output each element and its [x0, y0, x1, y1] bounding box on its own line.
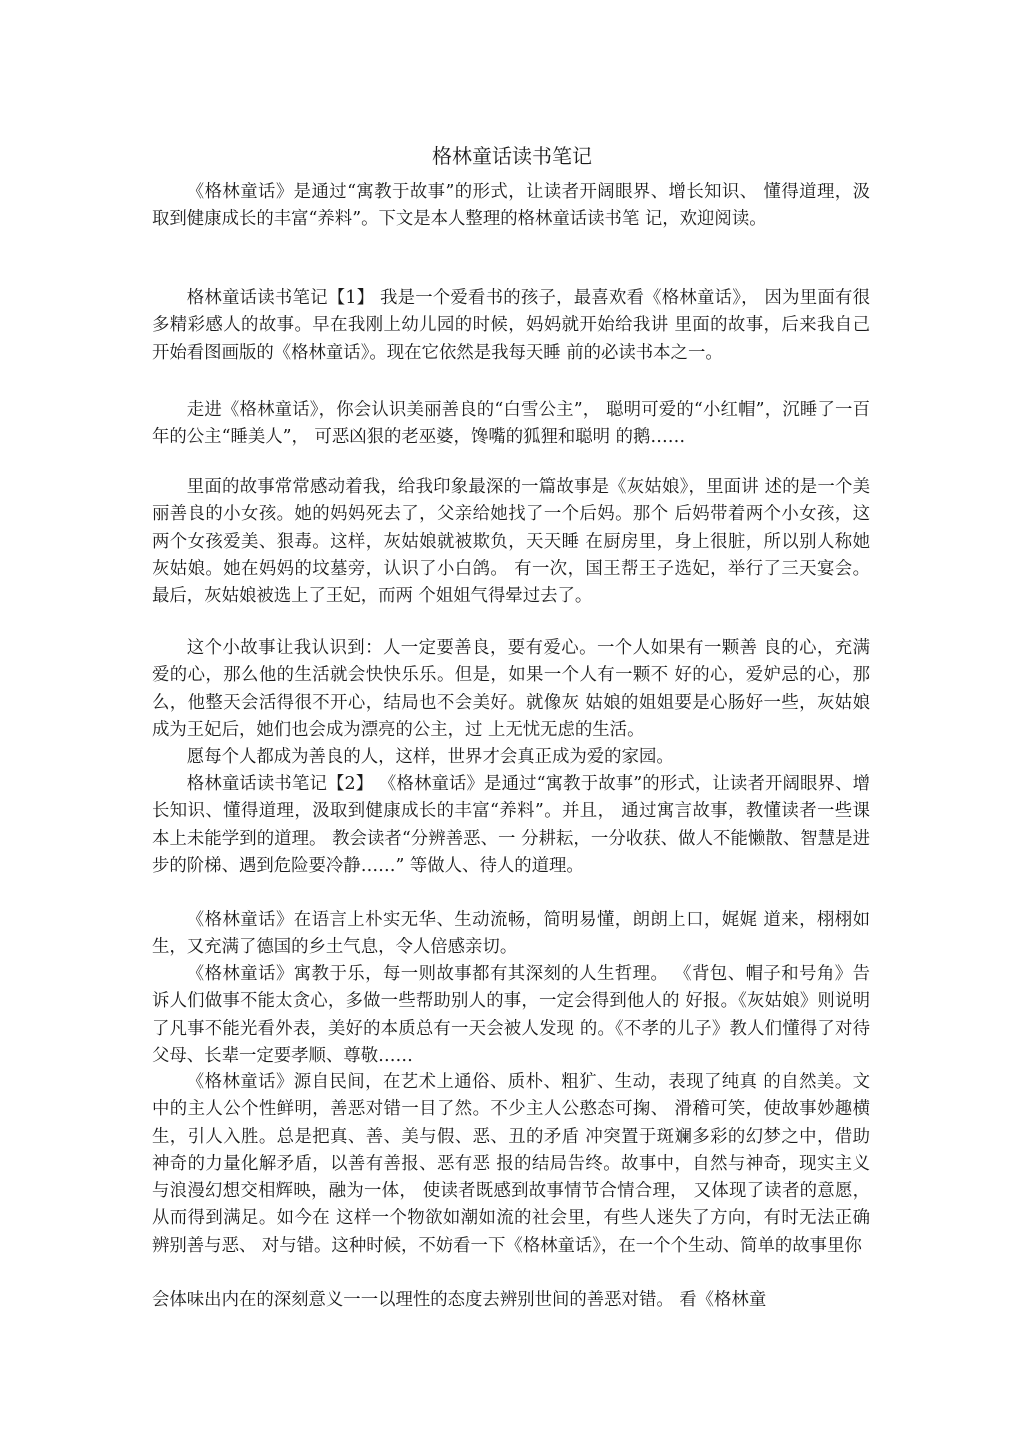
- paragraph-folk-origin: 《格林童话》源自民间，在艺术上通俗、质朴、粗犷、生动，表现了纯真 的自然美。文中的主人公个性鲜明，善恶对错一目了然。不少主人公憨态可掬、 滑稽可笑，使故事妙趣横生，引人入胜。总是把真、善、美与假、恶、丑的矛盾 冲突置于斑斓多彩的幻梦之中，借助神奇的力量化解矛盾，以善有善报、恶有恶 报的结局告终。故事中，自然与神奇，现实主义与浪漫幻想交相辉映，融为一体， 使读者既感到故事情节合情合理， 又体现了读者的意愿，从而得到满足。如今在 这样一个物欲如潮如流的社会里，有些人迷失了方向，有时无法正确辨别善与恶、 对与错。这种时候，不妨看一下《格林童话》，在一个个生动、简单的故事里你: [152, 1072, 870, 1256]
- paragraph-characters: 走进《格林童话》，你会认识美丽善良的“白雪公主”， 聪明可爱的“小红帽”，沉睡了一百年的公主“睡美人”， 可恶凶狠的老巫婆，馋嘴的狐狸和聪明 的鹅……: [152, 400, 870, 448]
- paragraph-philosophy: 《格林童话》寓教于乐，每一则故事都有其深刻的人生哲理。 《背包、帽子和号角》告诉人们做事不能太贪心，多做一些帮助别人的事，一定会得到他人的 好报。《灰姑娘》则说明了凡事不能光看外表，美好的本质总有一天会被人发现 的。《不孝的儿子》教人们懂得了对待父母、长辈一定要孝顺、尊敬……: [152, 964, 870, 1066]
- paragraph-lesson: 这个小故事让我认识到：人一定要善良，要有爱心。一个人如果有一颗善 良的心，充满爱的心，那么他的生活就会快快乐乐。但是，如果一个人有一颗不 好的心，爱妒忌的心，那么，他整天会活得很不开心，结局也不会美好。就像灰 姑娘的姐姐要是心肠好一些，灰姑娘成为王妃后，她们也会成为漂亮的公主，过 上无忧无虑的生活。: [152, 638, 870, 740]
- paragraph-cinderella-story: 里面的故事常常感动着我，给我印象最深的一篇故事是《灰姑娘》，里面讲 述的是一个美丽善良的小女孩。她的妈妈死去了，父亲给她找了一个后妈。那个 后妈带着两个小女孩，这两个女孩爱美、狠毒。这样，灰姑娘就被欺负，天天睡 在厨房里，身上很脏，所以别人称她灰姑娘。她在妈妈的坟墓旁，认识了小白鸽。 有一次，国王帮王子选妃，举行了三天宴会。最后，灰姑娘被选上了王妃，而两 个姐姐气得晕过去了。: [152, 477, 870, 607]
- paragraph-final-line: 会体味出内在的深刻意义一一以理性的态度去辨别世间的善恶对错。 看《格林童: [152, 1290, 767, 1310]
- document-title: 格林童话读书笔记: [432, 144, 592, 168]
- paragraph-note-1-start: 格林童话读书笔记【1】 我是一个爱看书的孩子，最喜欢看《格林童话》， 因为里面有很多精彩感人的故事。早在我刚上幼儿园的时候，妈妈就开始给我讲 里面的故事，后来我自己开始看图画版的《格林童话》。现在它依然是我每天睡 前的必读书本之一。: [152, 288, 870, 363]
- paragraph-note-2-start: 格林童话读书笔记【2】 《格林童话》是通过“寓教于故事”的形式，让读者开阔眼界、增长知识、懂得道理，汲取到健康成长的丰富“养料”。并且， 通过寓言故事，教懂读者一些课本上未能学到的道理。 教会读者“分辨善恶、一 分耕耘，一分收获、做人不能懒散、智慧是进步的阶梯、遇到危险要冷静……” 等做人、待人的道理。: [152, 774, 870, 876]
- paragraph-intro: 《格林童话》是通过“寓教于故事”的形式，让读者开阔眼界、增长知识、 懂得道理，汲取到健康成长的丰富“养料”。下文是本人整理的格林童话读书笔 记，欢迎阅读。: [152, 182, 870, 230]
- paragraph-language: 《格林童话》在语言上朴实无华、生动流畅，简明易懂，朗朗上口，娓娓 道来，栩栩如生，又充满了德国的乡土气息，令人倍感亲切。: [152, 910, 870, 958]
- paragraph-wish: 愿每个人都成为善良的人，这样，世界才会真正成为爱的家园。: [186, 747, 674, 767]
